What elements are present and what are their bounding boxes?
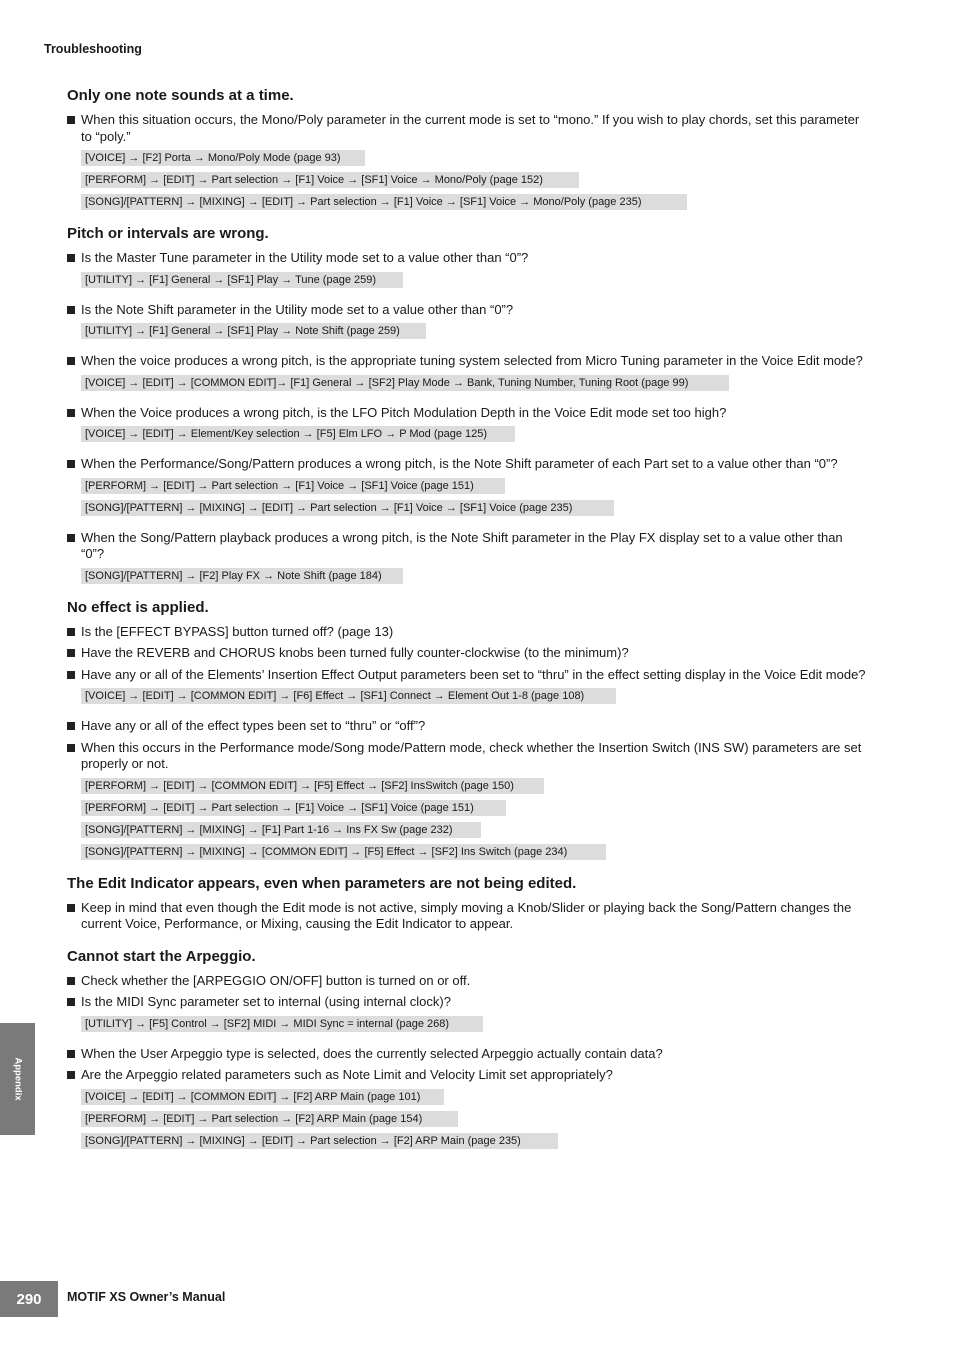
bullet-item: When the Performance/Song/Pattern produces a wrong pitch, is the Note Shift parameter of each Part set to a value other than “0”? (67, 456, 867, 473)
bullet-item: Is the MIDI Sync parameter set to internal (using internal clock)? (67, 994, 867, 1011)
menu-path: [VOICE] → [F2] Porta → Mono/Poly Mode (page 93) (81, 150, 365, 166)
menu-path: [SONG]/[PATTERN] → [F2] Play FX → Note Shift (page 184) (81, 568, 403, 584)
bullet-item: Keep in mind that even though the Edit mode is not active, simply moving a Knob/Slider or playing back the Song/Pattern changes the current Voice, Performance, or Mixing, causing the Edit Indicator to appear. (67, 900, 867, 933)
manual-title: MOTIF XS Owner’s Manual (67, 1290, 226, 1304)
menu-path: [PERFORM] → [EDIT] → Part selection → [F1] Voice → [SF1] Voice (page 151) (81, 478, 505, 494)
bullet-item: Have the REVERB and CHORUS knobs been turned fully counter-clockwise (to the minimum)? (67, 645, 867, 662)
section-title: Only one note sounds at a time. (67, 87, 294, 104)
menu-path: [SONG]/[PATTERN] → [MIXING] → [F1] Part 1-16 → Ins FX Sw (page 232) (81, 822, 481, 838)
bullet-item: Are the Arpeggio related parameters such as Note Limit and Velocity Limit set appropriately? (67, 1067, 867, 1084)
bullet-item: Is the Note Shift parameter in the Utility mode set to a value other than “0”? (67, 302, 867, 319)
menu-path: [VOICE] → [EDIT] → [COMMON EDIT] → [F6] Effect → [SF1] Connect → Element Out 1-8 (page 108) (81, 688, 616, 704)
section-arpeggio (67, 947, 867, 1149)
running-header: Troubleshooting (44, 42, 142, 56)
section-edit-indicator (67, 874, 867, 933)
bullet-item: Is the [EFFECT BYPASS] button turned off? (page 13) (67, 624, 867, 641)
bullet-item: Is the Master Tune parameter in the Utility mode set to a value other than “0”? (67, 250, 867, 267)
appendix-side-tab (0, 1023, 35, 1135)
menu-path: [UTILITY] → [F1] General → [SF1] Play → Tune (page 259) (81, 272, 403, 288)
bullet-item: When the Song/Pattern playback produces a wrong pitch, is the Note Shift parameter in the Play FX display set to a value other than “0”? (67, 530, 867, 563)
section-no-effect (67, 598, 867, 860)
bullet-item: When the voice produces a wrong pitch, is the appropriate tuning system selected from Micro Tuning parameter in the Voice Edit mode? (67, 353, 867, 370)
section-title: No effect is applied. (67, 598, 209, 616)
menu-path: [SONG]/[PATTERN] → [MIXING] → [EDIT] → Part selection → [F1] Voice → [SF1] Voice (page 235) (81, 500, 614, 516)
menu-path: [UTILITY] → [F5] Control → [SF2] MIDI → MIDI Sync = internal (page 268) (81, 1016, 483, 1032)
bullet-item: Have any or all of the Elements’ Insertion Effect Output parameters been set to “thru” in the effect setting display in the Voice Edit mode? (67, 667, 867, 684)
menu-path: [SONG]/[PATTERN] → [MIXING] → [EDIT] → Part selection → [F1] Voice → [SF1] Voice → Mono/Poly (page 235) (81, 194, 687, 210)
bullet-item: When the Voice produces a wrong pitch, is the LFO Pitch Modulation Depth in the Voice Edit mode set too high? (67, 405, 867, 422)
content (67, 86, 867, 1163)
menu-path: [PERFORM] → [EDIT] → Part selection → [F1] Voice → [SF1] Voice → Mono/Poly (page 152) (81, 172, 579, 188)
bullet-item: When this situation occurs, the Mono/Poly parameter in the current mode is set to “mono.” If you wish to play chords, set this parameter to “poly.” (67, 112, 867, 145)
bullet-item: Have any or all of the effect types been set to “thru” or “off”? (67, 718, 867, 735)
section-pitch (67, 224, 867, 584)
menu-path: [SONG]/[PATTERN] → [MIXING] → [COMMON EDIT] → [F5] Effect → [SF2] Ins Switch (page 234) (81, 844, 606, 860)
bullet-item: Check whether the [ARPEGGIO ON/OFF] button is turned on or off. (67, 973, 867, 990)
menu-path: [SONG]/[PATTERN] → [MIXING] → [EDIT] → Part selection → [F2] ARP Main (page 235) (81, 1133, 558, 1149)
side-tab-label: Appendix (12, 1057, 23, 1101)
bullet-item: When the User Arpeggio type is selected, does the currently selected Arpeggio actually contain data? (67, 1046, 867, 1063)
page-number: 290 (0, 1281, 58, 1317)
section-title: Pitch or intervals are wrong. (67, 225, 269, 242)
menu-path: [UTILITY] → [F1] General → [SF1] Play → Note Shift (page 259) (81, 323, 426, 339)
menu-path: [PERFORM] → [EDIT] → Part selection → [F1] Voice → [SF1] Voice (page 151) (81, 800, 506, 816)
bullet-item: When this occurs in the Performance mode/Song mode/Pattern mode, check whether the Insertion Switch (INS SW) parameters are set properly or not. (67, 740, 867, 773)
menu-path: [VOICE] → [EDIT] → [COMMON EDIT] → [F2] ARP Main (page 101) (81, 1089, 444, 1105)
menu-path: [PERFORM] → [EDIT] → Part selection → [F2] ARP Main (page 154) (81, 1111, 458, 1127)
section-title: The Edit Indicator appears, even when parameters are not being edited. (67, 874, 577, 892)
menu-path: [VOICE] → [EDIT] → [COMMON EDIT]→ [F1] General → [SF2] Play Mode → Bank, Tuning Number, Tuning Root (page 99) (81, 375, 729, 391)
menu-path: [VOICE] → [EDIT] → Element/Key selection → [F5] Elm LFO → P Mod (page 125) (81, 426, 515, 442)
section-one-note (67, 86, 867, 210)
menu-path: [PERFORM] → [EDIT] → [COMMON EDIT] → [F5] Effect → [SF2] InsSwitch (page 150) (81, 778, 544, 794)
section-title: Cannot start the Arpeggio. (67, 947, 256, 965)
